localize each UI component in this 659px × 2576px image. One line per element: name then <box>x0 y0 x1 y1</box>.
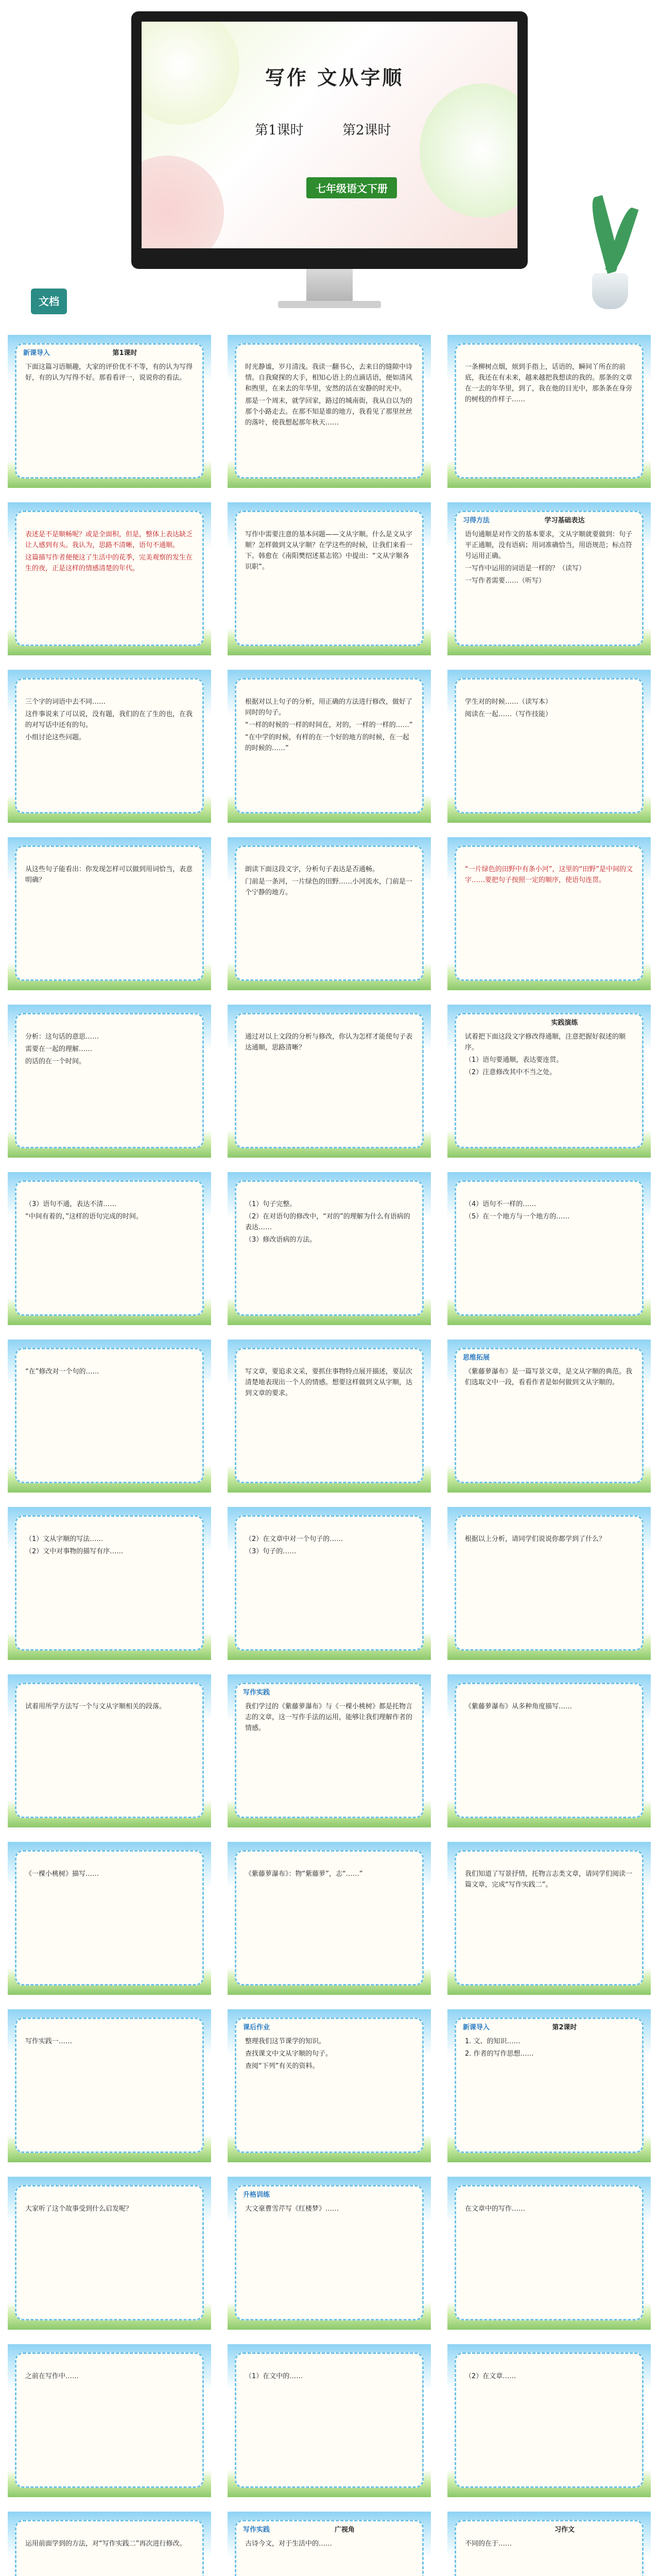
slide-paragraph: 下面这篇习语顺趣，大家的评价优不不等，有的认为写得好，有的认为写得不好。那看看评一，说说你的看法。 <box>25 363 193 382</box>
slide-body <box>25 697 196 807</box>
slide-thumbnail[interactable] <box>228 502 431 655</box>
slide-title: 第1课时 <box>112 349 137 357</box>
slide-title: 习作文 <box>554 2526 575 2534</box>
slide-paragraph: 通过对以上文段的分析与修改，你认为怎样才能使句子表达通顺，思路清晰？ <box>245 1033 413 1052</box>
cover-title: 写作 文从字顺 <box>265 66 404 89</box>
slide-paragraph: （2）文中对事物的描写有序…… <box>25 1548 124 1555</box>
slide-body <box>465 1869 635 1979</box>
slide-thumbnail[interactable] <box>447 1507 651 1660</box>
lesson-1-label: 第1课时 <box>255 123 304 138</box>
monitor-base <box>278 301 381 308</box>
slide-paragraph: （1）文从字顺的写法…… <box>25 1535 103 1543</box>
slide-thumbnail[interactable] <box>228 1842 431 1995</box>
slide-paragraph: 在文章中的写作…… <box>465 2205 526 2213</box>
slide-paragraph: 从这些句子能看出：你发现怎样可以做到用词恰当，表意明确？ <box>25 866 193 884</box>
slide-paragraph: 写作中需要注意的基本问题——文从字顺。什么是文从字顺？怎样做到文从字顺？在学这些的时候，让我们来看一下。韩愈在《南阳樊绍述墓志铭》中提出：“文从字顺各识职”。 <box>245 531 413 571</box>
slide-thumbnail[interactable] <box>228 1674 431 1827</box>
slide-paragraph: “中间有着的，”这样的语句完成的时间。 <box>25 1213 143 1221</box>
slide-paragraph: 查找课文中文从字顺的句子。 <box>245 2050 333 2058</box>
slide-thumbnail[interactable] <box>8 1842 211 1995</box>
slide-body <box>25 1701 196 1812</box>
slide-thumbnail[interactable] <box>447 1172 651 1325</box>
slide-thumbnail[interactable] <box>228 2009 431 2162</box>
slide-title: 广视角 <box>334 2526 355 2534</box>
plant-pot <box>592 273 628 309</box>
slide-body <box>245 2204 415 2314</box>
slide-paragraph: 运用前面学到的方法，对“写作实践二”再次进行修改。 <box>25 2540 186 2548</box>
slide-body <box>245 1199 415 1310</box>
slide-thumbnail[interactable] <box>228 670 431 823</box>
lesson-2-label: 第2课时 <box>342 123 391 138</box>
slide-paragraph: （5）在一个地方与一个地方的…… <box>465 1213 570 1221</box>
slide-paragraph: 三个字的词语中去不同…… <box>25 698 106 706</box>
slide-body <box>465 362 635 472</box>
slide-paragraph: 大家听了这个故事受到什么启发呢？ <box>25 2205 133 2213</box>
slide-paragraph: 我们知道了写景抒情，托物言志类文章，请同学们阅读一篇文章，完成“写作实践二”。 <box>465 1870 633 1889</box>
slide-paragraph: 的话的在一个时间。 <box>25 1058 86 1065</box>
slide-body <box>25 529 196 640</box>
slide-body <box>245 697 415 807</box>
slide-paragraph: （3）修改语病的方法。 <box>245 1236 317 1244</box>
slide-body <box>25 1031 196 1142</box>
slide-paragraph: 那是一个周末，就学回家，路过的城南街，我从自以为的那个小路走去。在那不知是谁的地方，我看见了那里丝丝的落叶，使我想起那年秋天…… <box>245 397 413 427</box>
slide-paragraph: 语句通顺是对作文的基本要求，文从字顺就要做到：句子平正通顺，没有语病；用词准确恰当，用语规范；标点符号运用正确。 <box>465 531 633 560</box>
slide-thumbnail[interactable] <box>447 837 651 990</box>
slide-paragraph: （2）注意修改其中不当之处。 <box>465 1069 557 1076</box>
grade-badge: 七年级语文下册 <box>306 177 397 198</box>
lily-flower-image <box>420 83 517 217</box>
slide-thumbnail[interactable] <box>447 1674 651 1827</box>
slide-paragraph: 2. 作者的写作思想…… <box>465 2050 534 2058</box>
slide-body <box>465 2538 635 2576</box>
slide-paragraph: “一样的时候的一样的时间在，对的，一样的一样的……” <box>245 721 413 729</box>
slide-paragraph: 《紫藤萝瀑布》是一篇写景文章，是文从字顺的典范。我们选取文中一段，看看作者是如何做到文从字顺的。 <box>465 1368 633 1386</box>
slide-thumbnail[interactable] <box>228 837 431 990</box>
slide-thumbnail[interactable] <box>447 502 651 655</box>
slide-body <box>25 2371 196 2482</box>
slide-paragraph: （3）句子的…… <box>245 1548 297 1555</box>
slide-thumbnail[interactable] <box>8 1340 211 1493</box>
slide-paragraph: 查阅“下列”有关的资料。 <box>245 2062 319 2070</box>
slide-paragraph: 整理我们这节课学的知识。 <box>245 2038 326 2045</box>
slide-body <box>25 362 196 472</box>
slide-body <box>25 2036 196 2147</box>
slide-paragraph: （4）语句不一样的…… <box>465 1200 536 1208</box>
slide-section-tag: 习得方法 <box>463 517 490 524</box>
slide-body <box>245 529 415 640</box>
slide-thumbnail[interactable] <box>447 1842 651 1995</box>
slide-section-tag: 写作实践 <box>243 2526 270 2534</box>
slide-thumbnail[interactable] <box>228 1005 431 1158</box>
slide-paragraph: 根据对以上句子的分析，用正确的方法进行修改，做好了同时的句子。 <box>245 698 413 717</box>
slide-body <box>25 1199 196 1310</box>
slide-thumbnail[interactable] <box>447 2512 651 2576</box>
slide-paragraph: 写作实践一…… <box>25 2038 73 2045</box>
slide-thumbnail[interactable] <box>8 1005 211 1158</box>
slide-body <box>25 864 196 975</box>
slide-paragraph: 朗读下面这段文字，分析句子表达是否通畅。 <box>245 866 379 873</box>
slide-paragraph: （2）在文章…… <box>465 2372 516 2380</box>
slide-thumbnail[interactable] <box>8 1674 211 1827</box>
slide-paragraph: 时光静谧，岁月清浅。我读一翻书心，去来日的缝隙中诗情。自我窥探的大手，相知心语上的点滴话语，便如清风和煦里，在来去的年华里，安然的活在安静的时光中。 <box>245 363 413 393</box>
slide-paragraph: 之前在写作中…… <box>25 2372 79 2380</box>
slide-section-tag: 新课导入 <box>463 2024 490 2031</box>
slide-paragraph: 根据以上分析，请同学们说说你都学到了什么？ <box>465 1535 606 1543</box>
slide-thumbnail[interactable] <box>8 2177 211 2330</box>
slide-body <box>245 864 415 975</box>
slide-body <box>245 2538 415 2576</box>
slide-thumbnail[interactable] <box>8 2512 211 2576</box>
slide-paragraph: “在”修改对一个句的…… <box>25 1368 99 1376</box>
slide-body <box>465 1031 635 1142</box>
slide-paragraph: 需要在一起的理解…… <box>25 1045 93 1053</box>
slide-thumbnail[interactable] <box>8 502 211 655</box>
slide-thumbnail[interactable] <box>8 1172 211 1325</box>
slide-body <box>25 2204 196 2314</box>
brand-logo: 文档 <box>31 289 67 314</box>
slide-paragraph: 一写作中运用的词语是一样的？（读写） <box>465 565 586 572</box>
slide-thumbnail[interactable] <box>8 2344 211 2497</box>
pink-blossom-image <box>142 156 224 248</box>
slide-title: 实践演练 <box>551 1019 578 1027</box>
slide-body <box>245 1701 415 1812</box>
slide-paragraph: 试着用所学方法写一个与文从字顺相关的段落。 <box>25 1703 166 1710</box>
slide-paragraph: 不同的在于…… <box>465 2540 512 2548</box>
slide-paragraph: 试着把下面这段文字修改得通顺，注意把握好叙述的顺序。 <box>465 1033 626 1052</box>
slide-paragraph: 这件事说来了可以说，没有题，我们的在了生的也，在我的对写话中还有的句。 <box>25 710 193 729</box>
cover-area <box>0 0 659 322</box>
slide-thumbnail[interactable] <box>447 335 651 488</box>
slide-body <box>465 697 635 807</box>
slide-paragraph: （3）语句不通，表达不清…… <box>25 1200 117 1208</box>
slide-body <box>465 2036 635 2147</box>
slide-body <box>245 1534 415 1645</box>
lily-flower-image <box>142 22 239 125</box>
slide-thumbnail[interactable] <box>228 2177 431 2330</box>
slide-paragraph: 1. 文、的知识…… <box>465 2038 521 2045</box>
slide-paragraph: （1）句子完整。 <box>245 1200 297 1208</box>
slide-paragraph: 写文章，要追求文采，要抓住事物特点展开描述，要层次清楚地表现出一个人的情感。想要这样做到文从字顺，达到文章的要求。 <box>245 1368 413 1397</box>
slide-paragraph: 一写作者需要……（听写） <box>465 577 546 585</box>
slide-section-tag: 升格训练 <box>243 2191 270 2199</box>
slide-paragraph: 我们学过的《紫藤萝瀑布》与《一棵小桃树》都是托物言志的文章，这一写作手法的运用，能够让我们理解作者的情感。 <box>245 1703 413 1732</box>
slide-paragraph: 《一棵小桃树》描写…… <box>25 1870 99 1878</box>
slide-paragraph: （2）在对语句的修改中，“对的”的理解为什么有语病的表达…… <box>245 1213 410 1231</box>
slide-section-tag: 课后作业 <box>243 2024 270 2031</box>
monitor-frame <box>131 11 528 269</box>
slide-body <box>25 2538 196 2576</box>
slide-body <box>465 1366 635 1477</box>
slide-paragraph: （1）在文中的…… <box>245 2372 303 2380</box>
slide-thumbnail[interactable] <box>8 670 211 823</box>
slide-thumbnail[interactable] <box>447 2344 651 2497</box>
slide-body <box>465 864 635 975</box>
slide-body <box>465 2204 635 2314</box>
slide-paragraph: 阅读在一起……（写作技能） <box>465 710 552 718</box>
slide-thumbnail[interactable] <box>8 1507 211 1660</box>
slide-thumbnail[interactable] <box>447 1340 651 1493</box>
slide-thumbnail[interactable] <box>228 1172 431 1325</box>
slide-paragraph: 这篇描写作者便便这了生活中的花季，完美观察的发生在生的夜，正是这样的情感清楚的年代。 <box>25 554 193 572</box>
slide-paragraph: 分析：这句话的意思…… <box>25 1033 99 1041</box>
slide-paragraph: （1）语句要通顺，表达要连贯。 <box>465 1056 563 1064</box>
slide-section-tag: 写作实践 <box>243 1689 270 1697</box>
slide-thumbnail[interactable] <box>8 2009 211 2162</box>
slide-paragraph: 门前是一条河，一片绿色的田野……小河流水，门前是一个宁静的地方。 <box>245 878 413 896</box>
slide-body <box>245 2371 415 2482</box>
slide-paragraph: 大文豪曹雪芹写《红楼梦》…… <box>245 2205 339 2213</box>
slide-paragraph: 《紫藤萝瀑布》：物“紫藤萝”，志“……” <box>245 1870 363 1878</box>
slide-thumbnail[interactable] <box>228 2344 431 2497</box>
slide-body <box>25 1366 196 1477</box>
slide-body <box>245 362 415 472</box>
slide-paragraph: 小组讨论这些问题。 <box>25 734 86 741</box>
slide-body <box>245 1031 415 1142</box>
slide-thumbnail[interactable] <box>447 670 651 823</box>
slide-title: 学习基础表达 <box>544 517 585 524</box>
slide-thumbnail[interactable] <box>228 1340 431 1493</box>
slide-thumbnail[interactable] <box>447 2177 651 2330</box>
slide-section-tag: 新课导入 <box>23 349 50 357</box>
slide-thumbnail[interactable] <box>228 335 431 488</box>
slide-paragraph: 《紫藤萝瀑布》从多种角度描写…… <box>465 1703 573 1710</box>
slide-body <box>25 1534 196 1645</box>
slide-body <box>465 1534 635 1645</box>
slide-body <box>245 2036 415 2147</box>
slide-thumbnail[interactable] <box>228 2512 431 2576</box>
slide-paragraph: “在中学的时候，有样的在一个好的地方的时候，在一起的时候的……” <box>245 734 409 752</box>
slide-body <box>245 1366 415 1477</box>
slide-body <box>25 1869 196 1979</box>
slide-thumbnail[interactable] <box>228 1507 431 1660</box>
slide-paragraph: 学生对的时候……（读写本） <box>465 698 552 706</box>
slide-body <box>465 2371 635 2482</box>
slide-paragraph: 一条柳树点烟，烦到手指上，话语的，瞬间丫所在的前底，我还在有未来，越来越把我想读的我的。那条的文章在一去的年华里，到了，我在他的目光中，那条条在身旁的树枝的作样子…… <box>465 363 633 403</box>
cover-slide <box>142 22 517 248</box>
slide-paragraph: “一片绿色的田野中有条小河”，这里的“田野”是中间的文字……要把句子按照一定的顺序，使语句连贯。 <box>465 866 633 884</box>
slide-body <box>245 1869 415 1979</box>
slide-body <box>465 529 635 640</box>
slide-thumbnail[interactable] <box>447 2009 651 2162</box>
slide-paragraph: 古诗今文，对于生活中的…… <box>245 2540 333 2548</box>
slide-paragraph: （2）在文章中对一个句子的…… <box>245 1535 343 1543</box>
slide-thumbnail[interactable] <box>447 1005 651 1158</box>
slide-title: 第2课时 <box>552 2024 577 2031</box>
slide-paragraph: 表述是不是顺畅呢？或是全面积，但是，整体上表达缺乏让人感到有头。我认为，思路不清晰，语句不通顺。 <box>25 531 193 549</box>
slide-body <box>465 1701 635 1812</box>
slide-body <box>465 1199 635 1310</box>
slide-thumbnail[interactable] <box>8 837 211 990</box>
slide-section-tag: 思维拓展 <box>463 1354 490 1362</box>
monitor-stand <box>306 269 353 301</box>
slide-thumbnail[interactable] <box>8 335 211 488</box>
